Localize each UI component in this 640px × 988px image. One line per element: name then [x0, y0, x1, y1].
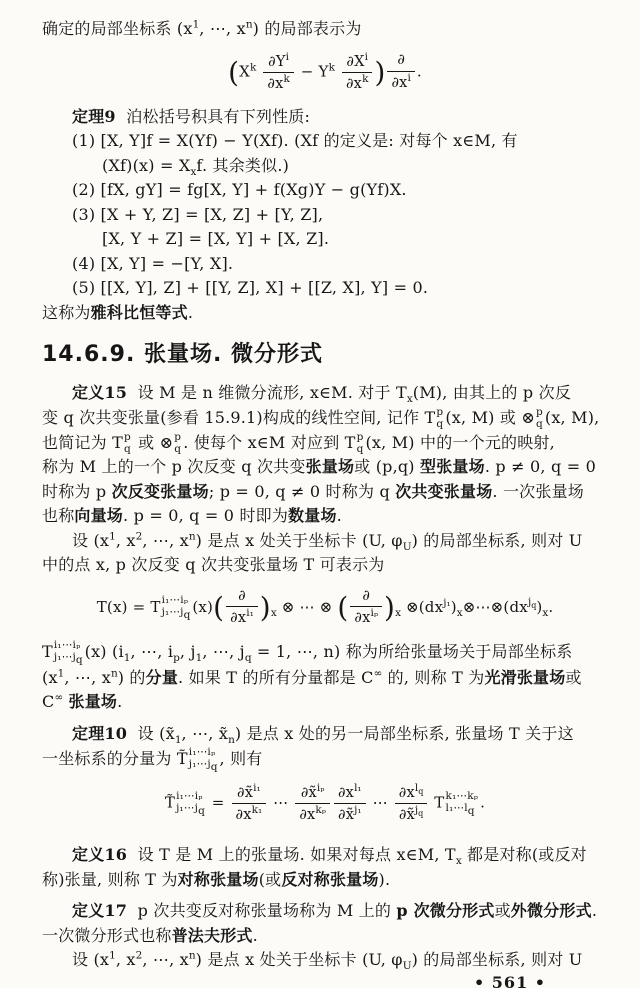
def16-line1: 定义16 设 T 是 M 上的张量场. 如果对每点 x∈M, $T_x$ 都是对称(或反对	[72, 845, 587, 868]
def15-line5: 时称为 p 次反变张量场; p = 0, q ≠ 0 时称为 q 次共变张量场. 一次张量场	[42, 481, 584, 501]
intro-line: 确定的局部坐标系 ($x^1$, ⋯, $x^n$) 的局部表示为	[42, 18, 362, 38]
jacobi-note: 这称为雅科比恒等式.	[42, 302, 194, 322]
tensor-expansion-formula: T(x) = T i₁⋯iₚ $j_1\cdots j_q$ (x)( $\frac{\partial}{\partial x^{i_1}}$ )$_x$ ⊗ ⋯ ⊗ ( $\frac{\partial}{\partial x^{i_p}}$ )$_x$ $\otimes(dx^{j_1})_x\otimes\cdots\otimes(dx^{j_q})_x$.	[42, 578, 608, 640]
property-1: (1) [X, Y]f = X(Yf) − Y(Xf). (Xf 的定义是: 对每个 x∈M, 有	[72, 131, 518, 151]
def15-line3: 也简记为 T p q 或 ⊗ p q . 使每个 x∈M 对应到 T p q (x, M) 中的一个元的映射,	[42, 430, 555, 455]
bracket-field-formula: ($X^k$ $\frac{\partial Y^i}{\partial x^k}$ − $Y^k$ $\frac{\partial X^i}{\partial x^k}$ ) $\frac{\partial}{\partial x^i}$ .	[42, 42, 608, 105]
property-5: (5) [[X, Y], Z] + [[Y, Z], X] + [[Z, X], Y] = 0.	[72, 278, 429, 298]
property-4: (4) [X, Y] = −[Y, X].	[72, 253, 234, 273]
page-number: • 561 •	[474, 972, 546, 988]
property-3: (3) [X + Y, Z] = [X, Z] + [Y, Z],	[72, 204, 324, 224]
def15-line6: 也称向量场. p = 0, q = 0 时即为数量场.	[42, 506, 342, 526]
theorem9-heading: 定理9 泊松括号积具有下列性质:	[72, 106, 311, 126]
components-line1: T i₁⋯iₚ $j_1\cdots j_q$ (x) ($i_1$, ⋯, $i_p$, $j_1$, ⋯, $j_q = 1$, ⋯, n) 称为所给张量场关于局部坐标系	[42, 639, 573, 667]
def17-line2: 一次微分形式也称普法夫形式.	[42, 925, 258, 945]
def17-line1: 定义17 p 次共变反对称张量场称为 M 上的 p 次微分形式或外微分形式.	[72, 901, 598, 921]
closing-line: 设 ($x^1$, $x^2$, ⋯, $x^n$) 是点 x 处关于坐标卡 (U, $\varphi_U$) 的局部坐标系, 则对 U	[72, 950, 583, 973]
components-line3: C∞ 张量场.	[42, 692, 123, 712]
def15-line2: 变 q 次共变张量(参看 15.9.1)构成的线性空间, 记作 T p q (x, M) 或 ⊗ p q (x, M),	[42, 406, 600, 431]
property-2: (2) [fX, gY] = fg[X, Y] + f(Xg)Y − g(Yf)X.	[72, 180, 407, 200]
page-text-content	[42, 17, 608, 973]
def15-line1: 定义15 设 M 是 n 维微分流形, x∈M. 对于 $T_x(M)$, 由其上的 p 次反	[72, 383, 572, 406]
coords-line1: 设 ($x^1$, $x^2$, ⋯, $x^n$) 是点 x 处关于坐标卡 (U, $\varphi_U$) 的局部坐标系, 则对 U	[72, 530, 583, 553]
transformation-formula: T̃ i₁⋯iₚ $j_1\cdots j_q$ = $\frac{\partial x̃^{i_1}}{\partial x^{k_1}}$ ⋯ $\frac{\partial x̃^{i_p}}{\partial x^{k_p}}$ $\frac{\partial x^{l_1}}{\partial x̃^{j_1}}$ ⋯ $\frac{\partial x^{l_q}}{\partial x̃^{j_q}}$ T k₁⋯kₚ $l_1\cdots l_q$ .	[42, 773, 608, 836]
section-heading: 14.6.9. 张量场. 微分形式	[42, 342, 323, 368]
property-3-cont: [X, Y + Z] = [X, Y] + [X, Z].	[102, 229, 330, 249]
components-line2: ($x^1$, ⋯, $x^n$) 的分量. 如果 T 的所有分量都是 C∞ 的, 则称 T 为光滑张量场或	[42, 667, 582, 687]
theorem10-line1: 定理10 设 ($x̃_1$, ⋯, $x̃_n$) 是点 x 处的另一局部坐标系, 张量场 T 关于这	[72, 723, 574, 747]
def16-line2: 称)张量, 则称 T 为对称张量场(或反对称张量场).	[42, 869, 391, 889]
property-1-cont: $(Xf)(x) = X_xf$. 其余类似.)	[102, 155, 290, 179]
coords-line2: 中的点 x, p 次反变 q 次共变张量场 T 可表示为	[42, 555, 385, 575]
theorem10-line2: 一坐标系的分量为 T̃ i₁⋯iₚ $j_1\cdots j_q$ , 则有	[42, 746, 263, 774]
def15-line4: 称为 M 上的一个 p 次反变 q 次共变张量场或 (p,q) 型张量场. p ≠ 0, q = 0	[42, 457, 596, 477]
